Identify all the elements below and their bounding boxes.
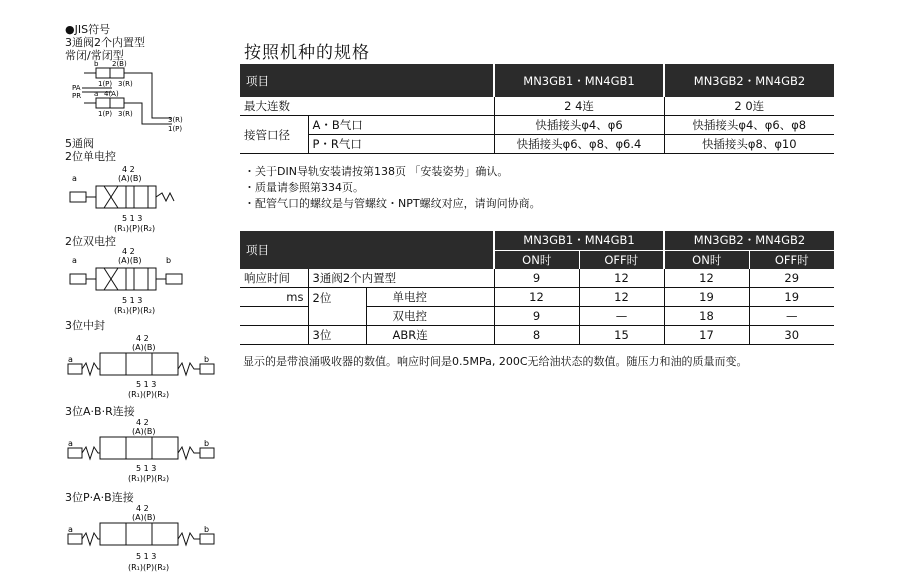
valve-a-port: 4(A) [104, 90, 119, 98]
resp-type-double: 双电控 [366, 307, 494, 326]
resp-label: 响应时间 [240, 269, 308, 288]
resp-r2-v: 12 [494, 288, 579, 307]
resp-pos3: 3位 [308, 326, 366, 345]
five-way-title: 5通阀 [65, 137, 94, 150]
spec-heading: 按照机种的规格 [244, 43, 370, 63]
bottom-port-numbers: 5 1 3 [136, 380, 157, 389]
valve-b-ports: 1(P) [98, 80, 113, 88]
response-table [240, 231, 834, 345]
bottom-port-numbers: 5 1 3 [136, 464, 157, 473]
pr-port-v1: 快插接头φ6、φ8、φ6.4 [494, 135, 664, 154]
resp-head-item: 项目 [240, 231, 494, 269]
bottom-port-names: (R₁)(P)(R₂) [128, 474, 170, 483]
top-port-names: (A)(B) [132, 513, 156, 522]
note-3: ・配管气口的螺纹是与管螺纹・NPT螺纹对应，请询问协商。 [244, 197, 541, 210]
resp-on-2: ON时 [664, 250, 749, 269]
top-port-numbers: 4 2 [136, 334, 149, 343]
resp-r3-v: — [786, 309, 798, 323]
top-port-names: (A)(B) [132, 427, 156, 436]
resp-type-abr: ABR连 [366, 326, 494, 345]
label-a: a [68, 355, 73, 364]
bottom-port-names: (R₁)(P)(R₂) [114, 306, 156, 315]
resp-type-3way: 3通阀2个内置型 [308, 269, 494, 288]
valve-b-port: 2(B) [112, 60, 127, 68]
valve-a-ports: 1(P) [98, 110, 113, 118]
pr-port-label: P・R气口 [308, 135, 494, 154]
abr-title: 3位A·B·R连接 [65, 405, 135, 418]
top-port-numbers: 4 2 [122, 247, 135, 256]
spec-head-col1: MN3GB1・MN4GB1 [494, 64, 664, 97]
note-2: ・质量请参照第334页。 [244, 181, 364, 194]
ab-port-v1: 快插接头φ4、φ6 [494, 116, 664, 135]
label-a: a [68, 525, 73, 534]
spec-head-col2: MN3GB2・MN4GB2 [664, 64, 834, 97]
label-b: b [204, 439, 210, 448]
top-port-numbers: 4 2 [122, 165, 135, 174]
bottom-port-numbers: 5 1 3 [122, 296, 143, 305]
spec-table [240, 64, 834, 154]
top-port-names: (A)(B) [118, 174, 142, 183]
top-port-numbers: 4 2 [136, 504, 149, 513]
resp-off-1: OFF时 [579, 250, 664, 269]
jis-title: ●JIS符号 [65, 23, 111, 36]
valve-b-r: 3(R) [118, 80, 133, 88]
bottom-port-names: (R₁)(P)(R₂) [114, 224, 156, 233]
label-b: b [204, 355, 210, 364]
bottom-port-names: (R₁)(P)(R₂) [128, 563, 170, 572]
resp-r3-v: 18 [664, 307, 749, 326]
pab-title: 3位P·A·B连接 [65, 491, 134, 504]
resp-head-col1: MN3GB1・MN4GB1 [494, 231, 664, 250]
closed-center-title: 3位中封 [65, 319, 105, 332]
note-1: ・关于DIN导轨安装请按第138页 「安装姿势」确认。 [244, 165, 509, 178]
pr-label: PR [72, 92, 82, 100]
resp-off-2: OFF时 [749, 250, 834, 269]
top-port-names: (A)(B) [132, 343, 156, 352]
label-b: b [166, 256, 172, 265]
double-solenoid-symbol [66, 246, 196, 316]
single-solenoid-title: 2位单电控 [65, 150, 116, 163]
resp-type-single: 单电控 [366, 288, 494, 307]
pab-symbol [66, 503, 216, 575]
closed-center-symbol [66, 333, 216, 401]
resp-r1-v: 9 [494, 269, 579, 288]
bottom-port-numbers: 5 1 3 [122, 214, 143, 223]
resp-r3-v: 9 [494, 307, 579, 326]
p-out-label: 1(P) [168, 125, 183, 133]
label-b: b [204, 525, 210, 534]
resp-r4-v: 30 [784, 328, 800, 342]
top-port-names: (A)(B) [118, 256, 142, 265]
max-units-v2: 2 0连 [734, 99, 765, 113]
resp-r3-v: — [579, 307, 664, 326]
resp-on-1: ON时 [494, 250, 579, 269]
resp-head-col2: MN3GB2・MN4GB2 [664, 231, 834, 250]
abr-symbol [66, 417, 216, 485]
label-a: a [72, 174, 77, 183]
max-units-label: 最大连数 [240, 97, 494, 116]
valve-a-r: 3(R) [118, 110, 133, 118]
top-port-numbers: 4 2 [136, 418, 149, 427]
r-out-label: 3(R) [168, 116, 183, 124]
resp-unit: ms [240, 288, 308, 307]
pa-label: PA [72, 84, 81, 92]
max-units-v1: 2 4连 [494, 97, 664, 116]
valve-b-label: b [94, 60, 99, 68]
resp-footnote: 显示的是带浪涌吸收器的数值。响应时间是0.5MPa, 200C无给油状态的数值。随压力和油的质量而变。 [243, 355, 748, 368]
resp-r2-v: 19 [784, 290, 800, 304]
resp-r4-v: 15 [579, 326, 664, 345]
three-way-title: 3通阀2个内置型 [65, 36, 145, 49]
resp-r4-v: 17 [664, 326, 749, 345]
resp-r2-v: 19 [664, 288, 749, 307]
resp-r2-v: 12 [579, 288, 664, 307]
port-size-label: 接管口径 [240, 116, 308, 154]
resp-r1-v: 12 [579, 269, 664, 288]
three-way-valve-symbol [72, 60, 192, 136]
resp-r1-v: 12 [664, 269, 749, 288]
ab-port-label: A・B气口 [308, 116, 494, 135]
label-a: a [68, 439, 73, 448]
resp-pos2: 2位 [308, 288, 366, 326]
double-solenoid-title: 2位双电控 [65, 235, 116, 248]
valve-a-label: a [94, 90, 99, 98]
bottom-port-numbers: 5 1 3 [136, 552, 157, 561]
single-solenoid-symbol [66, 164, 196, 234]
resp-r4-v: 8 [494, 326, 579, 345]
label-a: a [72, 256, 77, 265]
resp-r1-v: 29 [784, 271, 800, 285]
three-way-subtitle: 常闭/常闭型 [65, 49, 124, 62]
pr-port-v2: 快插接头φ8、φ10 [701, 137, 797, 151]
ab-port-v2: 快插接头φ4、φ6、φ8 [692, 118, 807, 132]
bottom-port-names: (R₁)(P)(R₂) [128, 390, 170, 399]
spec-head-item: 项目 [240, 64, 494, 97]
